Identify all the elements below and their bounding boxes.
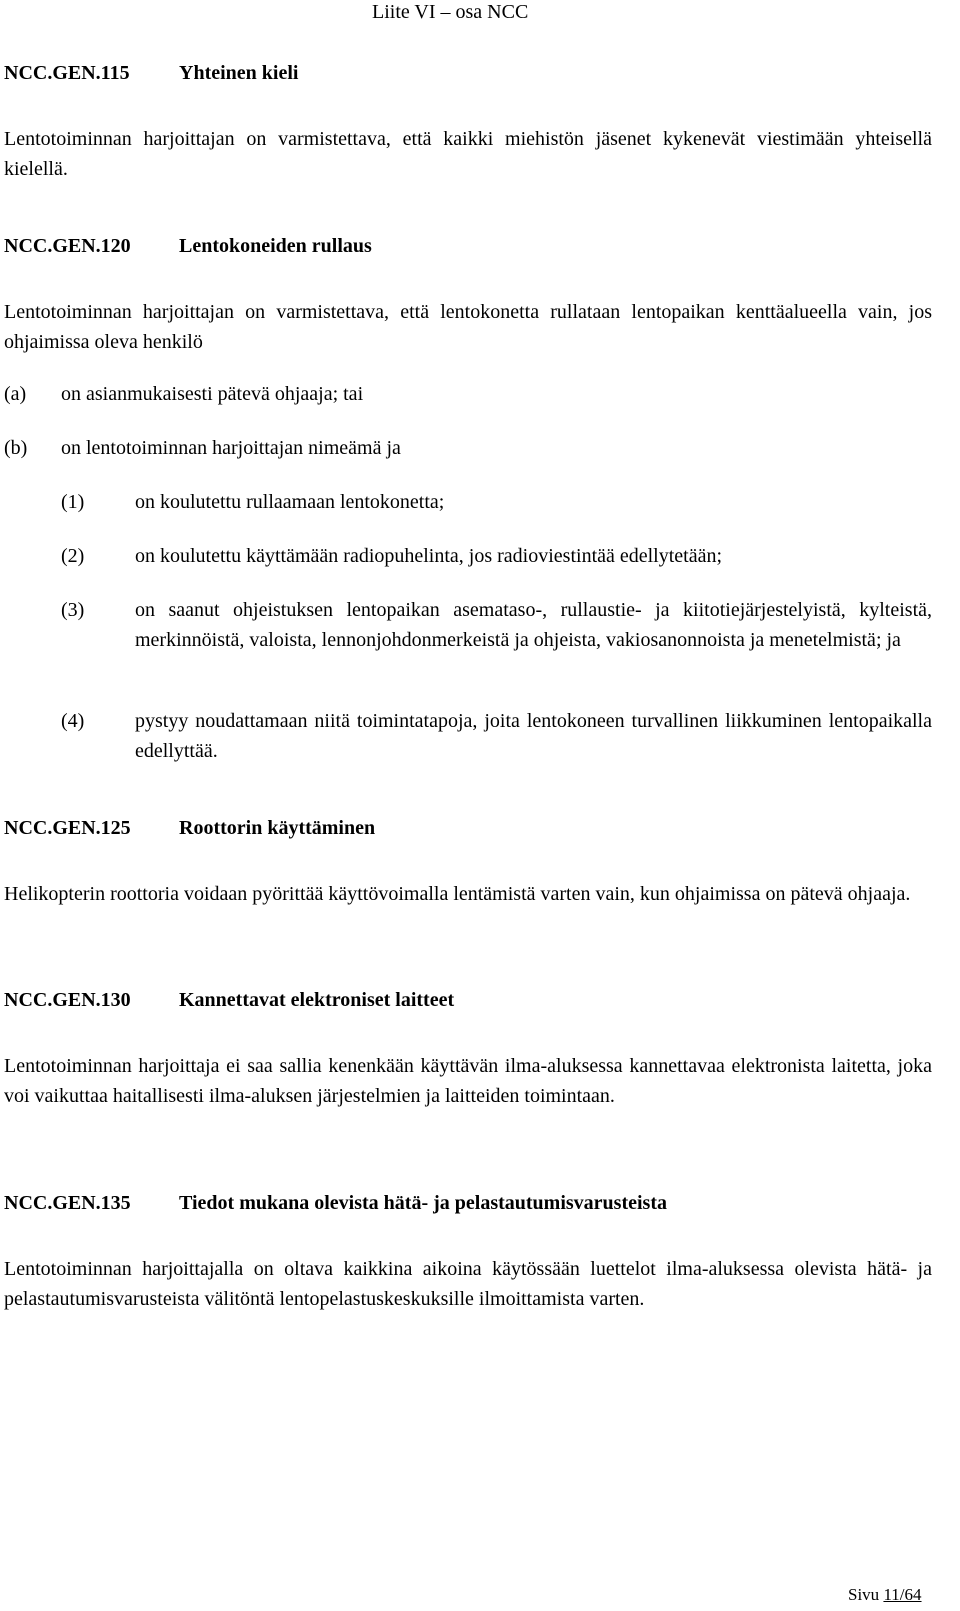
sub-list-item-text: on koulutettu rullaamaan lentokonetta; (135, 491, 445, 513)
section-body-130: Lentotoiminnan harjoittaja ei saa sallia kenenkään käyttävän ilma-aluksessa kannettavaa elektronista laitetta, joka voi vaikuttaa haitallisesti ilma-aluksen järjestelmien ja laitteiden toimintaan. (4, 1055, 932, 1107)
section-heading-125 (4, 813, 932, 843)
section-title: Lentokoneiden rullaus (179, 235, 372, 257)
section-heading-120 (4, 231, 932, 261)
section-heading-115 (4, 58, 932, 88)
sub-list-item-label: (4) (61, 710, 85, 732)
sub-list-item-label: (2) (61, 545, 85, 567)
section-body-115: Lentotoiminnan harjoittajan on varmistettava, että kaikki miehistön jäsenet kykenevät viestimään yhteisellä kielellä. (4, 128, 932, 180)
list-item (4, 379, 932, 409)
sub-list-item-label: (3) (61, 599, 85, 621)
section-title: Tiedot mukana olevista hätä- ja pelastautumisvarusteista (179, 1192, 667, 1214)
section-body-120: Lentotoiminnan harjoittajan on varmistettava, että lentokonetta rullataan lentopaikan kenttäalueella vain, jos ohjaimissa oleva henkilö (4, 301, 932, 353)
page-header: Liite VI – osa NCC (372, 1, 529, 23)
list-item-text: on asianmukaisesti pätevä ohjaaja; tai (61, 383, 364, 405)
sub-list-item (61, 706, 932, 766)
sub-list-item (61, 595, 932, 685)
section-code: NCC.GEN.125 (4, 817, 131, 839)
sub-list-item-text: pystyy noudattamaan niitä toimintatapoja, joita lentokoneen turvallinen liikkuminen lentopaikalla edellyttää. (135, 710, 932, 762)
sub-list-item (61, 541, 932, 571)
section-code: NCC.GEN.135 (4, 1192, 131, 1214)
sub-list-item-text: on koulutettu käyttämään radiopuhelinta, jos radioviestintää edellytetään; (135, 545, 723, 567)
sub-list-item (61, 487, 932, 517)
page-footer (848, 1580, 922, 1610)
section-code: NCC.GEN.130 (4, 989, 131, 1011)
section-body-135: Lentotoiminnan harjoittajalla on oltava kaikkina aikoina käytössään luettelot ilma-aluksessa olevista hätä- ja pelastautumisvarusteista välitöntä lentopelastuskeskuksille ilmoittamista varten. (4, 1258, 932, 1310)
list-item-label: (a) (4, 383, 27, 405)
section-heading-135 (4, 1188, 932, 1218)
list-item (4, 433, 932, 463)
list-item-label: (b) (4, 437, 28, 459)
list-item-text: on lentotoiminnan harjoittajan nimeämä ja (61, 437, 401, 459)
section-title: Yhteinen kieli (179, 62, 299, 84)
section-heading-130 (4, 985, 932, 1015)
section-title: Roottorin käyttäminen (179, 817, 376, 839)
page-label: Sivu (848, 1585, 884, 1604)
section-code: NCC.GEN.115 (4, 62, 130, 84)
section-body-125: Helikopterin roottoria voidaan pyörittää käyttövoimalla lentämistä varten vain, kun ohjaimissa on pätevä ohjaaja. (4, 883, 911, 905)
sub-list-item-label: (1) (61, 491, 85, 513)
section-code: NCC.GEN.120 (4, 235, 131, 257)
page-number: 11/64 (883, 1585, 922, 1604)
sub-list-item-text: on saanut ohjeistuksen lentopaikan asemataso-, rullaustie- ja kiitotiejärjestelyistä, kylteistä, merkinnöistä, valoista, lennonjohdonmerkeistä ja ohjeista, vakiosanonnoista ja menetelmistä; ja (135, 599, 932, 651)
section-title: Kannettavat elektroniset laitteet (179, 989, 455, 1011)
